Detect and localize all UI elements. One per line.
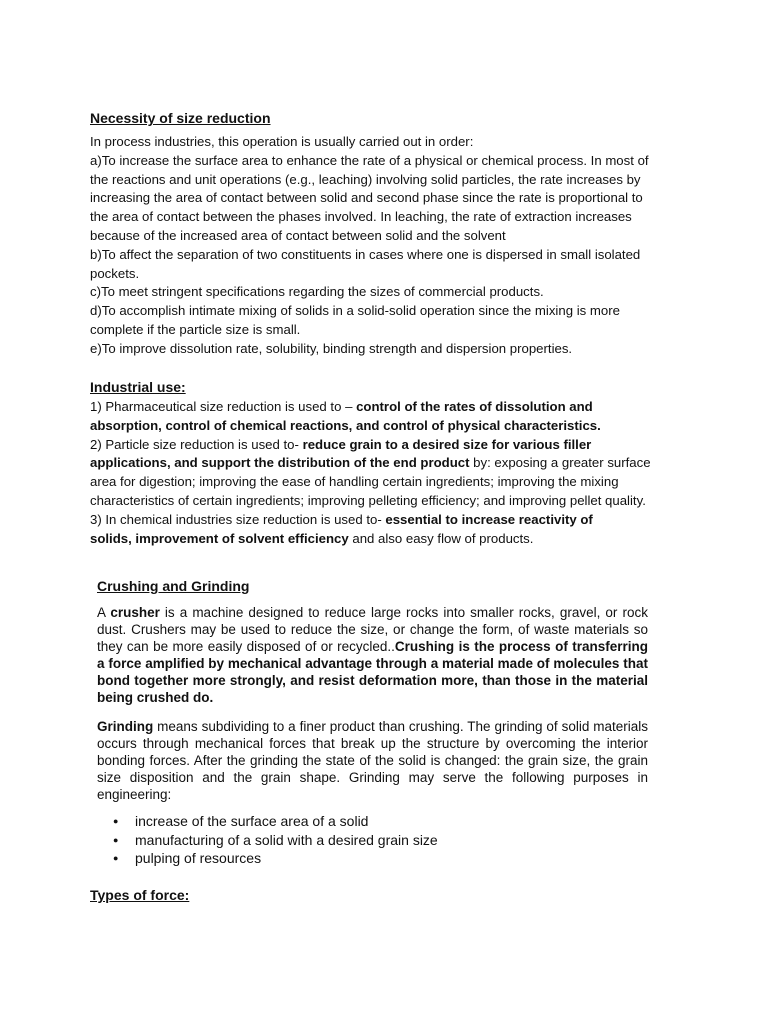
purposes-list: [97, 812, 438, 868]
crusher-text-part: is a machine designed to reduce large rocks into smaller rocks, gravel, or rock dust. Crushers may be used to reduce the size, or change the form, of waste materials so they can be more easily disposed of or recycled..: [97, 605, 648, 654]
crusher-paragraph: [97, 604, 648, 706]
industrial-line: area for digestion; improving the ease of handling certain ingredients; improving the mixing: [90, 474, 619, 490]
industrial-bold-text: solids, improvement of solvent efficiency: [90, 530, 349, 546]
necessity-body: [90, 133, 680, 359]
industrial-bold-text: absorption, control of chemical reactions, and control of physical characteristics.: [90, 417, 601, 433]
industrial-line: [90, 398, 680, 417]
list-item: ● increase of the surface area of a solid: [97, 812, 438, 831]
industrial-bold-text: applications, and support the distribution of the end product: [90, 455, 470, 471]
necessity-line: the area of contact between the phases involved. In leaching, the rate of extraction increases: [90, 209, 632, 225]
necessity-line: pockets.: [90, 265, 140, 281]
necessity-line: a)To increase the surface area to enhance the rate of a physical or chemical process. In most of: [90, 152, 649, 168]
industrial-line: [90, 454, 680, 473]
industrial-bold-text: essential to increase reactivity of: [385, 511, 593, 527]
industrial-text: 2) Particle size reduction is used to-: [90, 436, 303, 452]
list-item: ● pulping of resources: [97, 849, 438, 868]
crushing-heading: Crushing and Grinding: [97, 578, 250, 594]
types-heading: Types of force:: [90, 887, 190, 903]
necessity-line: increasing the area of contact between solid and second phase since the rate is proportional to: [90, 190, 643, 206]
industrial-line: [90, 417, 680, 436]
grinding-term: Grinding: [97, 719, 154, 734]
industrial-heading: Industrial use:: [90, 379, 186, 395]
necessity-line: because of the increased area of contact between solid and the solvent: [90, 227, 506, 243]
crusher-term: crusher: [110, 605, 160, 620]
necessity-line: b)To affect the separation of two constituents in cases where one is dispersed in small isolated: [90, 246, 641, 262]
necessity-heading: Necessity of size reduction: [90, 110, 271, 126]
grinding-paragraph: [97, 718, 648, 803]
industrial-text: and also easy flow of products.: [348, 530, 534, 546]
industrial-body: [90, 398, 680, 548]
industrial-bold-text: reduce grain to a desired size for various filler: [302, 436, 592, 452]
grinding-text: [97, 718, 648, 803]
grinding-text-part: means subdividing to a finer product than crushing. The grinding of solid materials occurs through mechanical forces that break up the structure by overcoming the interior bonding forces. After the grinding the state of the solid is changed: the grain size, the grain size disposition and the grain shape. Grinding may serve the following purposes in engineering:: [97, 719, 648, 802]
necessity-line: In process industries, this operation is usually carried out in order:: [90, 134, 474, 149]
industrial-line: [90, 530, 680, 549]
industrial-text: 1) Pharmaceutical size reduction is used to –: [90, 399, 357, 414]
industrial-text: by: exposing a greater surface: [469, 455, 651, 471]
industrial-text: 3) In chemical industries size reduction is used to-: [90, 511, 386, 527]
industrial-bold-text: control of the rates of dissolution and: [356, 399, 593, 414]
necessity-line: e)To improve dissolution rate, solubility, binding strength and dispersion properties.: [90, 340, 573, 356]
necessity-section: [90, 109, 680, 128]
industrial-line: [90, 511, 680, 530]
necessity-line: c)To meet stringent specifications regarding the sizes of commercial products.: [90, 284, 544, 300]
industrial-section: [90, 378, 680, 397]
list-item: ● manufacturing of a solid with a desired grain size: [97, 831, 438, 850]
crusher-text-part: A: [97, 605, 111, 620]
necessity-line: the reactions and unit operations (e.g., leaching) involving solid particles, the rate increases by: [90, 171, 641, 187]
crushing-definition: Crushing is the process of transferring a force amplified by mechanical advantage through a material made of molecules that bond together more strongly, and resist deformation more, than those in the material being crushed do.: [97, 639, 649, 705]
industrial-line: [90, 436, 680, 455]
crushing-section: [97, 577, 687, 596]
necessity-line: d)To accomplish intimate mixing of solids in a solid-solid operation since the mixing is more: [90, 303, 620, 319]
industrial-line: characteristics of certain ingredients; improving pelleting efficiency; and improving pellet quality.: [90, 492, 646, 508]
necessity-line: complete if the particle size is small.: [90, 321, 301, 337]
types-section: [90, 886, 680, 905]
crusher-text: [97, 604, 648, 706]
